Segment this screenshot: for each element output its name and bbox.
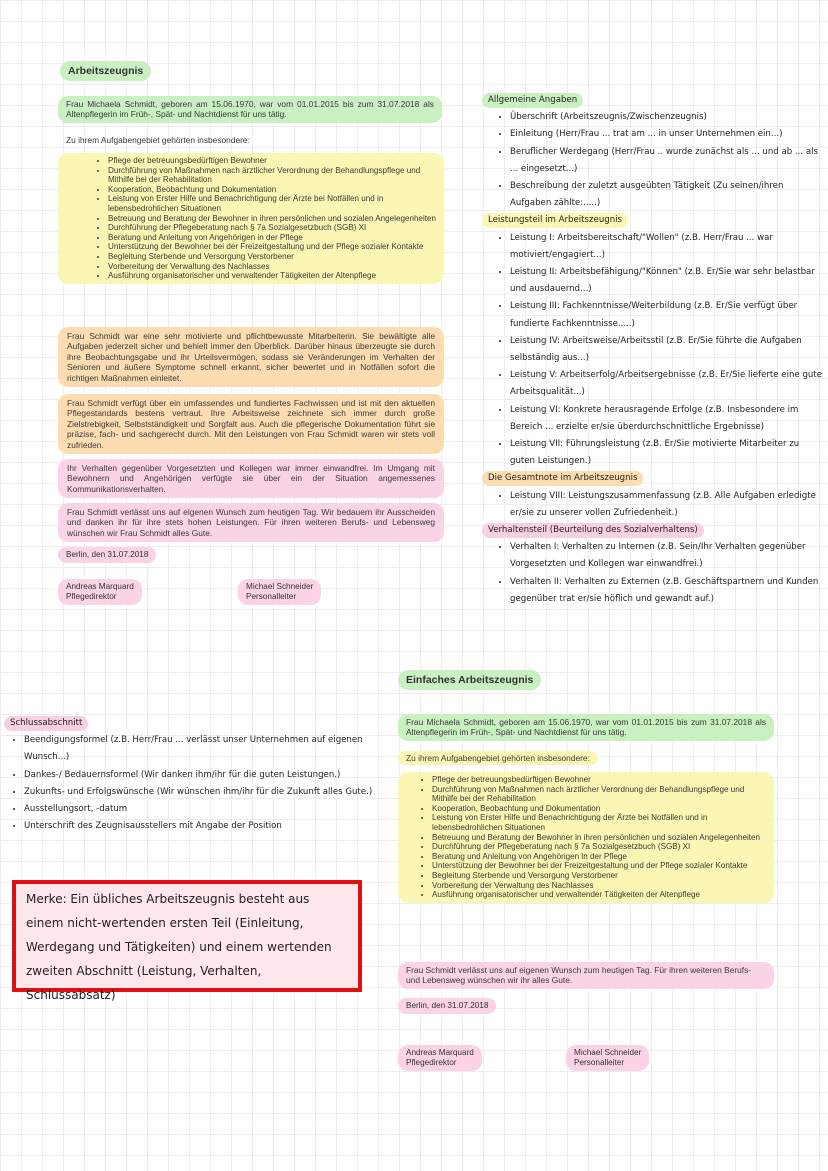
task-list-item: • Betreuung und Beratung der Bewohner in ihren persönlichen und sozialen Angelegenheiten [108,214,438,224]
task-list-item: • Durchführung der Pflegeberatung nach § 7a Sozialgesetzbuch (SGB) XI [108,223,438,233]
doc1-task-list [68,156,438,281]
task-list-item: • Durchführung von Maßnahmen nach ärztlicher Verordnung der Behandlungspflege und Mithilfe bei der Rehabilitation [108,166,438,185]
doc2-title: Einfaches Arbeitszeugnis [398,670,541,690]
doc1-sig2-role: Personalleiter [246,592,297,601]
performance-list [486,230,824,471]
grade-list [486,488,824,522]
task-list-item: • Durchführung der Pflegeberatung nach § 7a Sozialgesetzbuch (SGB) XI [432,842,768,852]
note-list-item: • Leistung VII: Führungsleistung (z.B. Er/Sie motivierte Mitarbeiter zu guten Leistungen.) [510,436,824,470]
closing-list [4,732,390,835]
doc1-behavior-text: Ihr Verhalten gegenüber Vorgesetzten und Kollegen war immer einwandfrei. Im Umgang mit Bewohnern und Angehörigen verfügte sie über ein der Situation angemessenes Kommunikationsverhalten. [67,463,435,494]
doc1-performance-2 [58,394,444,454]
note-list-item: • Leistung II: Arbeitsbefähigung/"Können" (z.B. Er/Sie war sehr belastbar und ausdauernd...) [510,264,824,298]
performance-heading: Leistungsteil im Arbeitszeugnis [482,213,628,228]
doc2-sig2-role: Personalleiter [574,1058,625,1067]
task-list-item: • Pflege der betreuungsbedürftigen Bewohner [108,156,438,166]
doc2-signature-2 [566,1045,649,1071]
doc2-sig1-name: Andreas Marquard [406,1048,474,1057]
doc2-closing [398,962,774,989]
doc2-intro [398,714,774,741]
doc2-signature-1 [398,1045,482,1071]
task-list-item: • Vorbereitung der Verwaltung des Nachlasses [432,881,768,891]
note-list-item: • Beruflicher Werdegang (Herr/Frau .. wurde zunächst als ... und ab ... als ... eingesetzt...) [510,144,824,178]
note-list-item: • Beschreibung der zuletzt ausgeübten Tätigkeit (Zu seinen/ihren Aufgaben zählte:.....) [510,178,824,212]
doc1-performance-2-text: Frau Schmidt verfügt über ein umfassendes und fundiertes Fachwissen und ist mit den aktuellen Pflegestandards bestens vertraut. Ihre Arbeitsweise zeichnete sich immer durch große Zielstrebigkeit, Selbstständigkeit und Sorgfalt aus. Auch die pflegerische Dokumentation führt sie präzise, fach- und sachgerecht durch. Mit den Leistungen von Frau Schmidt waren wir stets voll zufrieden. [67,398,435,450]
doc1-intro-text: Frau Michaela Schmidt, geboren am 15.06.1970, war vom 01.01.2015 bis zum 31.07.2018 als Altenpflegerin im Früh-, Spät- und Nachtdienst für uns tätig. [66,99,434,120]
notes-right [486,92,824,608]
note-list-item: • Beendigungsformel (z.B. Herr/Frau ... verlässt unser Unternehmen auf eigenen Wunsch...) [24,732,390,766]
task-list-item: • Durchführung von Maßnahmen nach ärztlicher Verordnung der Behandlungspflege und Mithilfe bei der Rehabilitation [432,785,768,804]
task-list-item: • Kooperation, Beobachtung und Dokumentation [108,185,438,195]
behavior-heading: Verhaltensteil (Beurteilung des Sozialverhaltens) [482,523,704,538]
doc1-performance-1 [58,327,444,387]
closing-heading: Schlussabschnitt [4,716,88,731]
doc1-intro [58,96,442,123]
doc2-sig1-role: Pflegedirektor [406,1058,457,1067]
doc1-title: Arbeitszeugnis [60,61,151,81]
task-list-item: • Beratung und Anleitung von Angehörigen in der Pflege [108,233,438,243]
note-list-item: • Verhalten I: Verhalten zu Internen (z.B. Sein/Ihr Verhalten gegenüber Vorgesetzten und Kollegen war einwandfrei.) [510,539,824,573]
doc1-performance-1-text: Frau Schmidt war eine sehr motivierte und pflichtbewusste Mitarbeiterin. Sie bewältigte alle Aufgaben jederzeit sicher und behielt immer den Überblick. Darüber hinaus überzeugte sie durch ihre Beobachtungsgabe und ihr Urteilsvermögen, sodass sie Veränderungen im Verhalten der Senioren und äußere Symptome schnell erkannt, sicher bewertet und in Notfällen sofort die richtigen Maßnahmen einleitet. [67,331,435,383]
doc1-tasks-heading: Zu ihrem Aufgabengebiet gehörten insbesondere: [66,135,250,145]
doc1-signature-2 [238,579,321,605]
task-list-item: • Betreuung und Beratung der Bewohner in ihren persönlichen und sozialen Angelegenheiten [432,833,768,843]
behavior-list [486,539,824,608]
note-list-item: • Leistung I: Arbeitsbereitschaft/"Wollen" (z.B. Herr/Frau ... war motiviert/engagiert...) [510,230,824,264]
note-list-item: • Unterschrift des Zeugnisausstellers mit Angabe der Position [24,818,390,835]
task-list-item: • Kooperation, Beobachtung und Dokumentation [432,804,768,814]
note-list-item: • Zukunfts- und Erfolgswünsche (Wir wünschen ihm/ihr für die Zukunft alles Gute.) [24,784,390,801]
doc2-closing-text: Frau Schmidt verlässt uns auf eigenen Wunsch zum heutigen Tag. Für ihren weiteren Berufs- und Lebensweg wünschen wir ihr alles Gute. [406,965,752,986]
doc2-task-list-box [398,772,774,903]
doc1-behavior [58,459,444,498]
task-list-item: • Unterstützung der Bewohner bei der Freizeitgestaltung und der Pflege sozialer Kontakte [108,242,438,252]
doc2-sig2-name: Michael Schneider [574,1048,642,1057]
note-list-item: • Dankes-/ Bedauernsformel (Wir danken ihm/ihr für die guten Leistungen.) [24,767,390,784]
doc1-closing [58,503,444,542]
doc1-task-list-box [58,153,444,284]
doc2-intro-text: Frau Michaela Schmidt, geboren am 15.06.1970, war vom 01.01.2015 bis zum 31.07.2018 als Altenpflegerin im Früh-, Spät- und Nachtdienst für uns tätig. [406,717,766,738]
note-list-item: • Einleitung (Herr/Frau ... trat am ... in unser Unternehmen ein...) [510,126,824,143]
merke-box [12,880,362,1002]
general-heading: Allgemeine Angaben [482,93,583,108]
note-list-item: • Überschrift (Arbeitszeugnis/Zwischenzeugnis) [510,109,824,126]
task-list-item: • Beratung und Anleitung von Angehörigen in der Pflege [432,852,768,862]
task-list-item: • Begleitung Sterbende und Versorgung Verstorbener [432,871,768,881]
grade-heading: Die Gesamtnote im Arbeitszeugnis [482,471,643,486]
doc1-sig1-name: Andreas Marquard [66,582,134,591]
doc2-task-list [398,775,768,900]
task-list-item: • Ausführung organisatorischer und verwaltender Tätigkeiten der Altenpflege [432,890,768,900]
general-list [486,109,824,212]
task-list-item: • Pflege der betreuungsbedürftigen Bewohner [432,775,768,785]
note-list-item: • Leistung III: Fachkenntnisse/Weiterbildung (z.B. Er/Sie verfügt über fundierte Fachkenntnisse.....) [510,298,824,332]
doc2-place-date: Berlin, den 31.07.2018 [398,998,496,1014]
task-list-item: • Leistung von Erster Hilfe und Benachrichtigung der Ärzte bei Notfällen und in lebensbedrohlichen Situationen [432,813,768,832]
task-list-item: • Vorbereitung der Verwaltung des Nachlasses [108,262,438,272]
note-list-item: • Leistung VIII: Leistungszusammenfassung (z.B. Alle Aufgaben erledigte er/sie zu unserer vollen Zufriedenheit.) [510,488,824,522]
doc2-tasks-heading: Zu ihrem Aufgabengebiet gehörten insbesondere: [398,751,598,765]
note-list-item: • Leistung VI: Konkrete herausragende Erfolge (z.B. Insbesondere im Bereich ... erzielte er/sie überdurchschnittliche Ergebnisse) [510,402,824,436]
task-list-item: • Ausführung organisatorischer und verwaltender Tätigkeiten der Altenpflege [108,271,438,281]
doc1-sig1-role: Pflegedirektor [66,592,117,601]
note-list-item: • Leistung IV: Arbeitsweise/Arbeitsstil (z.B. Er/Sie führte die Aufgaben selbständig aus...) [510,333,824,367]
merke-text: Merke: Ein übliches Arbeitszeugnis besteht aus einem nicht-wertenden ersten Teil (Einleitung, Werdegang und Tätigkeiten) und einem wertenden zweiten Abschnitt (Leistung, Verhalten, Schlussabsatz) [26,892,332,1002]
doc1-closing-text: Frau Schmidt verlässt uns auf eigenen Wunsch zum heutigen Tag. Wir bedauern ihr Ausscheiden und danken ihr für ihre stets hohen Leistungen. Für ihren weiteren Berufs- und Lebensweg wünschen wir Frau Schmidt alles Gute. [67,507,435,538]
task-list-item: • Leistung von Erster Hilfe und Benachrichtigung der Ärzte bei Notfällen und in lebensbedrohlichen Situationen [108,194,438,213]
doc1-sig2-name: Michael Schneider [246,582,314,591]
note-list-item: • Verhalten II: Verhalten zu Externen (z.B. Geschäftspartnern und Kunden gegenüber trat er/sie höflich und gewandt auf.) [510,574,824,608]
doc1-signature-1 [58,579,142,605]
task-list-item: • Unterstützung der Bewohner bei der Freizeitgestaltung und der Pflege sozialer Kontakte [432,861,768,871]
note-list-item: • Leistung V: Arbeitserfolg/Arbeitsergebnisse (z.B. Er/Sie lieferte eine gute Arbeitsqualität...) [510,367,824,401]
note-list-item: • Ausstellungsort, -datum [24,801,390,818]
notes-closing [4,715,390,835]
task-list-item: • Begleitung Sterbende und Versorgung Verstorbener [108,252,438,262]
doc1-place-date: Berlin, den 31.07.2018 [58,547,156,563]
